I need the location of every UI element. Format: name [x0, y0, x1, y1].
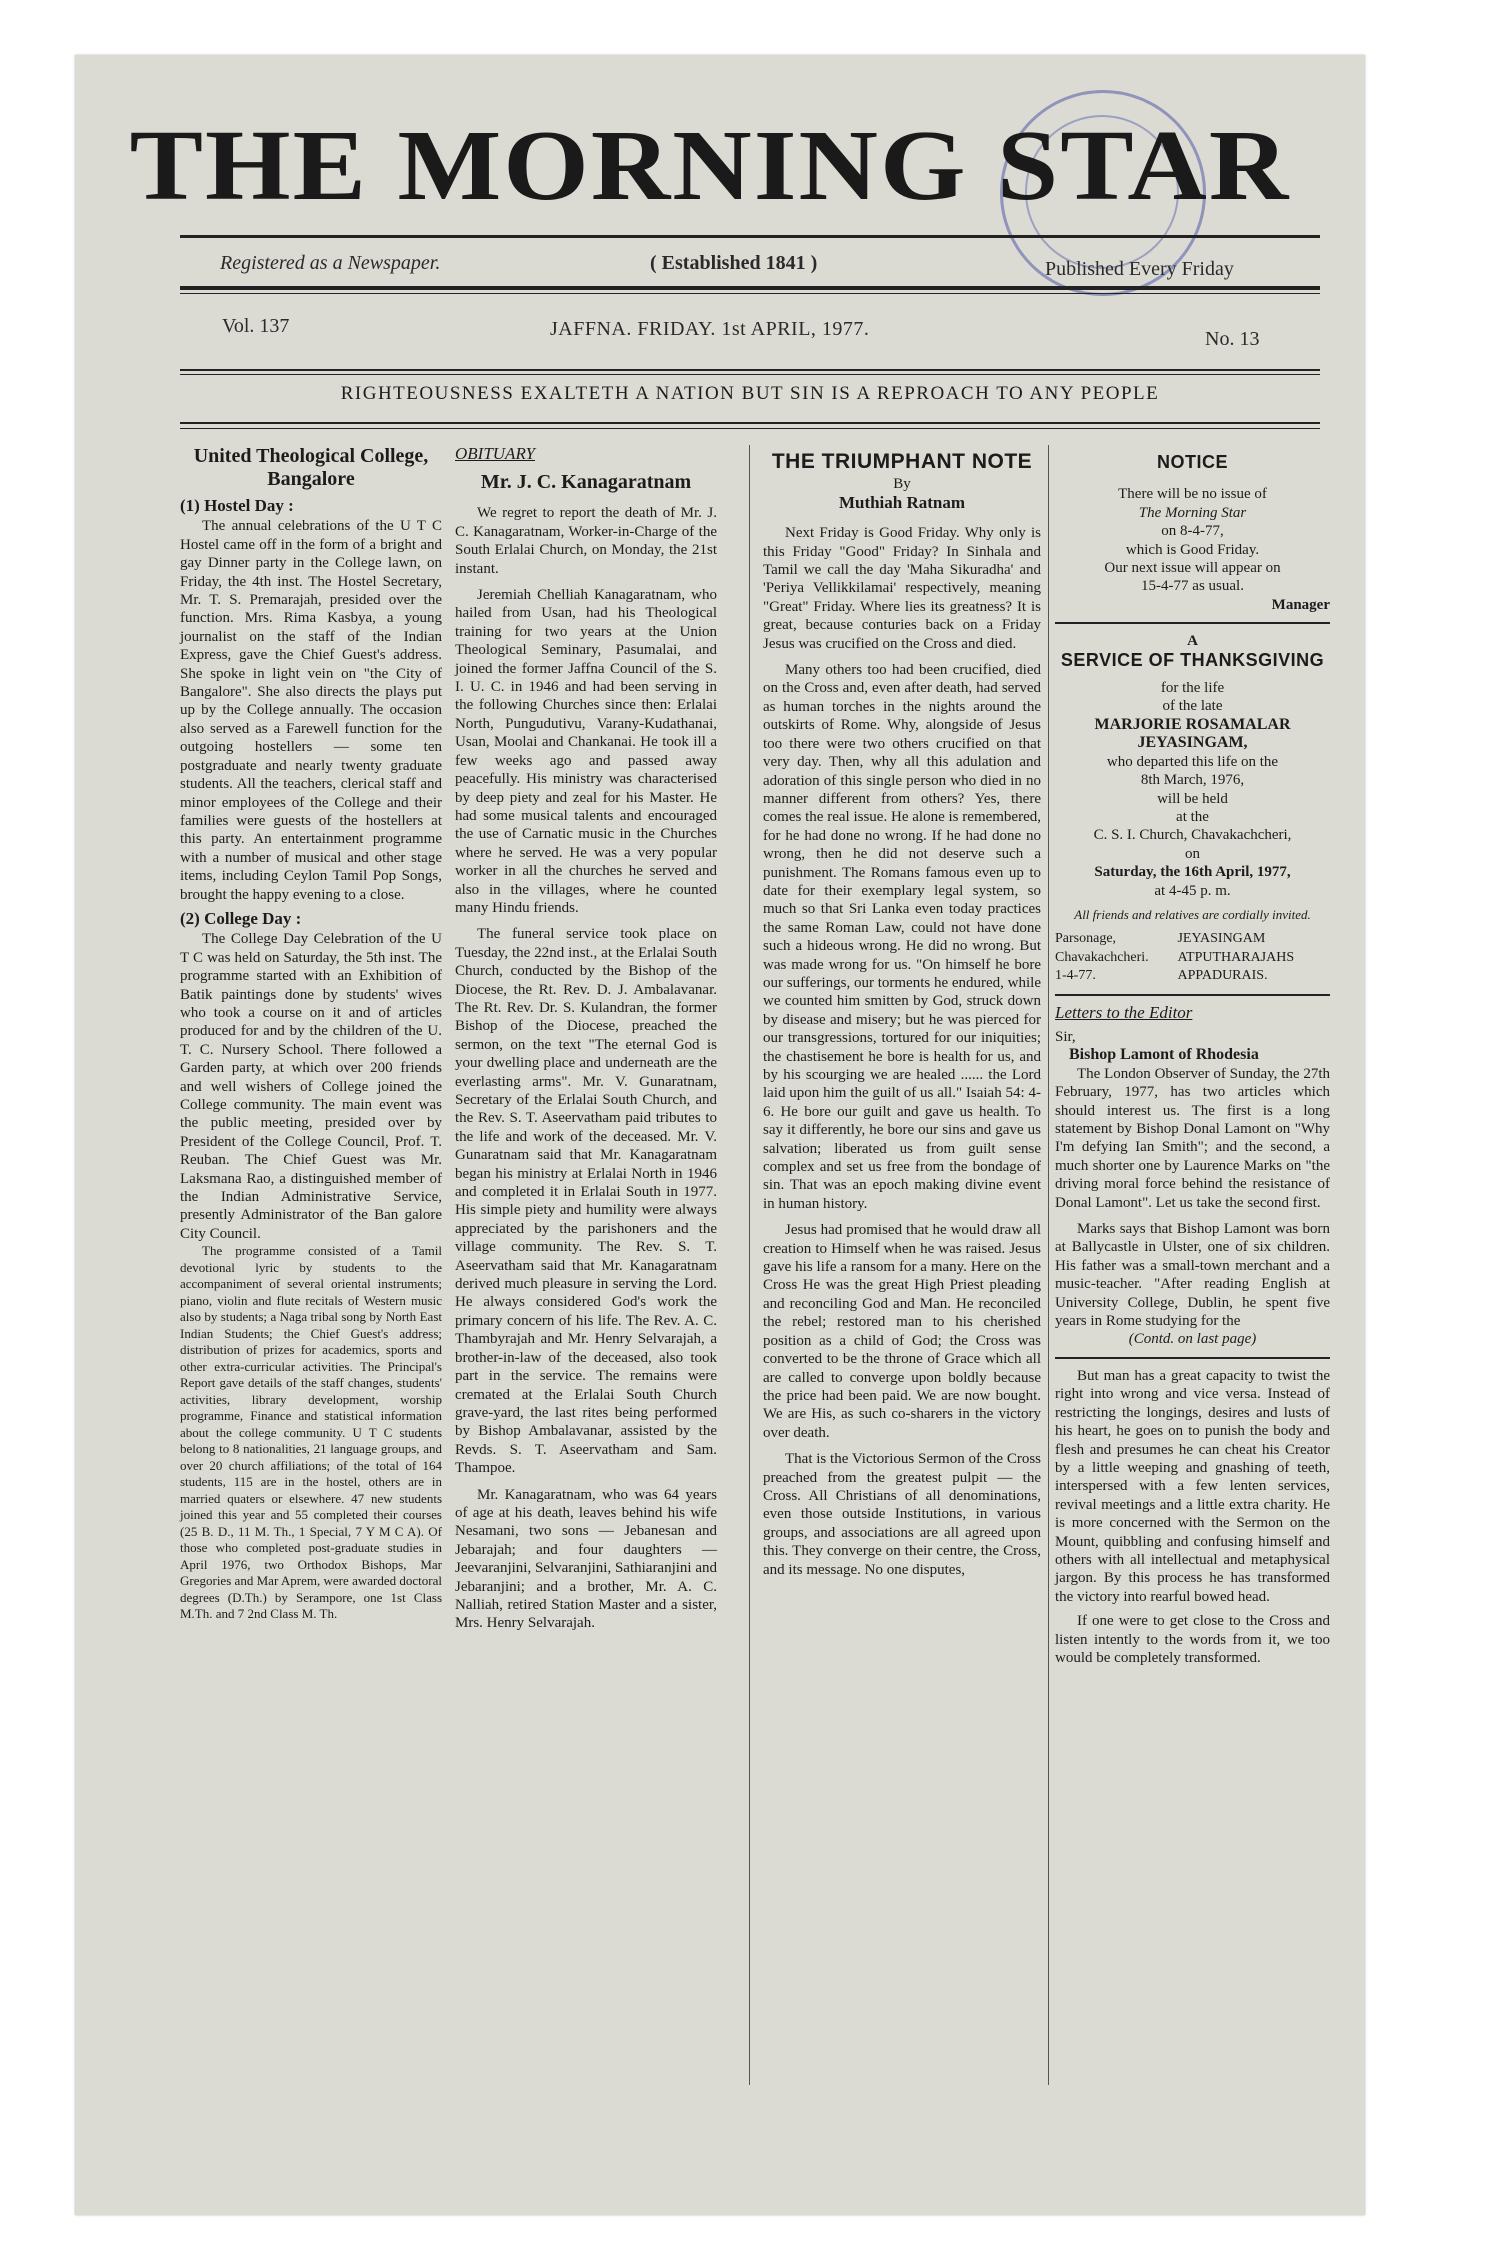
divider: [1055, 1357, 1330, 1359]
byline-author: Muthiah Ratnam: [838, 492, 966, 512]
service-line: who departed this life on the: [1106, 753, 1279, 770]
letters-title: Bishop Lamont of Rhodesia: [1069, 1046, 1259, 1064]
obituary-title: Mr. J. C. Kanagaratnam: [480, 471, 692, 494]
service-title: SERVICE OF THANKSGIVING: [1060, 649, 1325, 670]
section-heading: (2) College Day :: [180, 908, 302, 928]
volume: Vol. 137: [222, 315, 290, 337]
divider: [1055, 622, 1330, 624]
service-signatories: [1055, 930, 1330, 985]
service-date: Saturday, the 16th April, 1977,: [1094, 864, 1291, 881]
divider: [180, 428, 1320, 429]
service-line: at the: [1176, 808, 1209, 825]
service-name: MARJORIE ROSAMALAR JEYASINGAM,: [1094, 715, 1291, 752]
article-paragraph: The programme consisted of a Tamil devotional lyric by students to the accompaniment of several oriental instruments; piano, violin and flute recitals of Western music also by students; a Naga tribal song by North East Indian Students; the Chief Guest's address; distribution of prizes for academics, sports and other extra-curricular activities. The Principal's Report gave details of the staff changes, students' activities, library development, worship programme, Finance and statistical information about the college community. U T C students belong to 8 nationalities, 21 language groups, and over 20 church affiliations; of the total of 164 students, 115 are in the hostel, others are in married quaters or elsewhere. 47 new students joined this year and 55 completed their courses (25 B. D., 11 M. Th., 1 Special, 7 Y M C A). Of those who completed post-graduate studies in April 1976, two Orthodox Bishops, Mar Gregories and Mar Aprem, were awarded doctoral degrees (D.Th.) by Serampore, one 1st Class M.Th. and 7 2nd Class M. Th.: [180, 1243, 442, 1622]
service-line: C. S. I. Church, Chavakachcheri,: [1093, 827, 1292, 844]
sig-place: Parsonage,: [1055, 931, 1117, 947]
notice-paper-name: The Morning Star: [1138, 504, 1247, 521]
motto: RIGHTEOUSNESS EXALTETH A NATION BUT SIN IS A REPROACH TO ANY PEOPLE: [340, 383, 1160, 404]
sig-place: Chavakachcheri.: [1055, 949, 1149, 965]
sig-family: ATPUTHARAJAHS: [1177, 949, 1295, 965]
byline-by: By: [893, 476, 911, 493]
registered-note: Registered as a Newspaper.: [220, 252, 441, 274]
article-title: United Theological College, Bangalore: [193, 445, 429, 490]
notice-title: NOTICE: [1156, 452, 1228, 472]
letter-paragraph: Marks says that Bishop Lamont was born at Ballycastle in Ulster, one of six children. His father was a small-town merchant and a music-teacher. "After reading English at University College, Dublin, he spent five years in Rome studying for the: [1055, 1221, 1330, 1330]
article-title: THE TRIUMPHANT NOTE: [771, 450, 1033, 473]
article-paragraph: That is the Victorious Sermon of the Cross preached from the greatest pulpit — the Cross. All Christians of all denominations, even those outside Institutions, in various groups, and associations are all agreed upon this. They converge on their centre, the Cross, and its message. No one disputes,: [763, 1451, 1041, 1578]
notice-line: 15-4-77 as usual.: [1141, 578, 1244, 595]
service-time: at 4-45 p. m.: [1154, 882, 1231, 899]
divider: [180, 422, 1320, 424]
article-paragraph: The annual celebrations of the U T C Hostel came off in the form of a bright and gay Dinner party in the College lawn, on Friday, the 4th inst. The Hostel Secretary, Mr. T. S. Premarajah, presided over the function. Mrs. Rima Kasbya, a young journalist on the staff of the Indian Express, gave the Chief Guest's address. She spoke in light vein on "the City of Bangalore". She also directs the plays put up by the College annually. The occasion also served as a Farewell function for the outgoing hostellers — some ten postgraduate and nearly twenty graduate students. All the teachers, clerical staff and minor employees of the College and their families were guests of the hostellers at this party. An entertainment programme with a number of musical and other stage items, including Ceylon Tamil Pop Songs, brought the happy evening to a close.: [180, 518, 442, 903]
issue-number: No. 13: [1205, 328, 1260, 350]
service-line: will be held: [1157, 790, 1228, 807]
divider: [180, 286, 1320, 290]
article-paragraph: Mr. Kanagaratnam, who was 64 years of age at his death, leaves behind his wife Nesamani, two sons — Jebanesan and Jebarajah; and four daughters — Jeevaranjini, Selvaranjini, Sathiaranjini and Jebaranjini; and a brother, Mr. A. C. Nalliah, retired Station Master and a sister, Mrs. Henry Selvarajah.: [455, 1486, 718, 1632]
letters-kicker: Letters to the Editor: [1055, 1002, 1193, 1022]
divider: [180, 235, 1320, 238]
service-line: on: [1185, 845, 1200, 862]
column-triumphant-note: [763, 445, 1041, 1579]
article-paragraph: Many others too had been crucified, died on the Cross and, even after death, had served as human torches in the nights around the outskirts of Rome. Why, alongside of Jesus too there were two others crucified on that very day. Then, why all this adulation and adoration of this single person who died in no manner different from others? Yes, there comes the real issue. He alone is remembered, for he had done no wrong. If he had done no wrong, then he did not deserve such a punishment. The Romans famous even up to date for their exemplary legal system, so much so that Sri Lanka even today practices the same Roman Law, could not have done such a hideous wrong. He did no wrong. But was made wrong for us. "On himself he bore our sufferings, our torments he endured, while we counted him smitten by God, struck down by disease and misery; but he was pierced for our transgressions, tortured for our iniquities; the chastisement he bore is health for us, and by his scourging we are healed ...... the Lord laid upon him the guilt of us all." Isaiah 54: 4-6. He bore our guilt and gave us health. To say it differently, he bore our sins and gave us salvation; liberated us from guilt sense complex and set us free from the bondage of sin. That was an epoch making divine event in human history.: [763, 662, 1041, 1212]
article-paragraph: Jeremiah Chelliah Kanagaratnam, who hailed from Usan, had his Theological training for two years at the Union Theological Seminary, Pasumalai, and joined the former Jaffna Council of the S. I. U. C. in 1946 and had been serving in the following Churches since then: Erlalai North, Pungudutivu, Varany-Kudathanai, Usan, Moolai and Chankanai. He took ill a few weeks ago and passed away peacefully. His ministry was characterised by deep piety and zeal for his Master. He had some musical talents and encouraged the use of Carnatic music in the Churches where he served. He was a very popular worker in all the churches he served and also in the villages, where he counted many Hindu friends.: [455, 587, 717, 916]
article-paragraph: Next Friday is Good Friday. Why only is this Friday "Good" Friday? In Sinhala and Tamil we call the day 'Maha Sikuradha' and 'Periya Vellikkilamai' respectively, meaning "Great" Friday. Where lies its greatness? It is great, because conturies back on a Friday Jesus was crucified on the Cross and died.: [763, 525, 1041, 652]
divider: [180, 374, 1320, 375]
notice-line: Our next issue will appear on: [1104, 560, 1281, 577]
obituary-kicker: OBITUARY: [455, 444, 535, 463]
article-paragraph: The funeral service took place on Tuesday, the 22nd inst., at the Erlalai South Church, conducted by the Bishop of the Diocese, the Rt. Rev. D. J. Ambalavanar. The Rt. Rev. Dr. S. Kulandran, the former Bishop of the Diocese, preached the sermon, on the text "The eternal God is your dwelling place and underneath are the everlasting arms". Mr. V. Gunaratnam, Secretary of the Erlalai South Church, and the Rev. S. T. Aseervatham paid tributes to the life and work of the deceased. Mr. V. Gunaratnam said that Mr. Kanagaratnam began his ministry at Erlalai North in 1946 and completed it in Erlalai South in 1977. His simple piety and humility were always appreciated by the parishoners and the village community. The Rev. S. T. Aseervatham said that Mr. Kanagaratnam derived much pleasure in serving the Lord. He always considered God's work the primary concern of his life. The Rev. A. C. Thambyrajah and Mr. Henry Selvarajah, a brother-in-law of the deceased, also took part in the service. The remains were cremated at the Erlalai South Church grave-yard, the last rites being performed by Bishop Ambalavanar, assisted by the Revds. S. T. Aseervatham and Sam. Thampoe.: [455, 926, 717, 1477]
divider: [180, 369, 1320, 371]
divider: [1055, 994, 1330, 996]
column-divider: [749, 445, 750, 2085]
divider: [180, 293, 1320, 294]
service-a: A: [1187, 633, 1198, 650]
article-paragraph: But man has a great capacity to twist the right into wrong and vice versa. Instead of restricting the longings, desires and lusts of his heart, he goes on to punish the body and flesh and presumes he can cheat his Creator by a little weeping and gnashing of teeth, interspersed with a few lenten services, revival meetings and a little extra charity. He is more concerned with the Sermon on the Mount, quibbling and confusing himself and others with all intellectual and metaphysical jargon. By this process he has transformed the victory into rearful bowed head.: [1055, 1367, 1330, 1605]
column-divider: [1048, 445, 1049, 2085]
letters-salutation: Sir,: [1055, 1028, 1076, 1045]
service-line: 8th March, 1976,: [1140, 772, 1245, 789]
letter-paragraph: The London Observer of Sunday, the 27th February, 1977, has two articles which should interest us. The first is a long statement by Bishop Donal Lamont on "Why I'm defying Ian Smith"; and the second, a much shorter one by Laurence Marks on "the driving moral force behind the resistance of Donal Lamont". Let us take the second first.: [1055, 1065, 1330, 1211]
service-line: for the life: [1160, 680, 1225, 697]
published-note: Published Every Friday: [1045, 258, 1234, 280]
notice-signature: Manager: [1271, 596, 1330, 613]
sig-family: JEYASINGAM: [1177, 931, 1266, 947]
established-note: ( Established 1841 ): [650, 252, 818, 274]
dateline: JAFFNA. FRIDAY. 1st APRIL, 1977.: [550, 318, 870, 340]
sig-date: 1-4-77.: [1055, 968, 1096, 984]
notice-line: There will be no issue of: [1118, 486, 1267, 503]
service-invite: All friends and relatives are cordially invited.: [1074, 906, 1311, 922]
masthead-title: THE MORNING STAR: [129, 108, 1291, 222]
article-paragraph: If one were to get close to the Cross and listen intently to the words from it, we too would be completely transformed.: [1055, 1613, 1330, 1666]
article-paragraph: We regret to report the death of Mr. J. C. Kanagaratnam, Worker-in-Charge of the South Erlalai Church, on Monday, the 21st instant.: [455, 505, 717, 577]
notice-line: on 8-4-77,: [1161, 523, 1224, 540]
column-obituary: [455, 445, 717, 1633]
service-line: of the late: [1162, 698, 1223, 715]
column-utc: [180, 445, 442, 1623]
column-notices: [1055, 445, 1330, 1667]
article-paragraph: The College Day Celebration of the U T C was held on Saturday, the 5th inst. The programme started with an Exhibition of Batik paintings done by students' wives who took a course on it and of articles produced for and by the children of the U. T. C. Nursery School. There followed a Garden party, at which over 200 friends and well wishers of College joined the College community. The main event was the public meeting, presided over by President of the College Council, Prof. T. Reuban. The Chief Guest was Mr. Laksmana Rao, a distinguished member of the Indian Administrative Service, presently Administrator of the Ban galore City Council.: [180, 931, 442, 1242]
sig-family: APPADURAIS.: [1177, 968, 1268, 984]
notice-line: which is Good Friday.: [1125, 541, 1260, 558]
section-heading: (1) Hostel Day :: [180, 496, 294, 515]
article-paragraph: Jesus had promised that he would draw all creation to Himself when he was raised. Jesus gave his life a ransom for a many. Here on the Cross He was the great High Priest pleading and reconciling God and Man. He reconciled the rebel; restored man to his cherished position as a child of God; the Cross was converted to be the throne of Grace which all are called to converge upon boldly because the price had been paid. We are now bought. We are His, as such co-sharers in the victory over death.: [763, 1222, 1041, 1441]
continued-note: (Contd. on last page): [1128, 1331, 1257, 1348]
